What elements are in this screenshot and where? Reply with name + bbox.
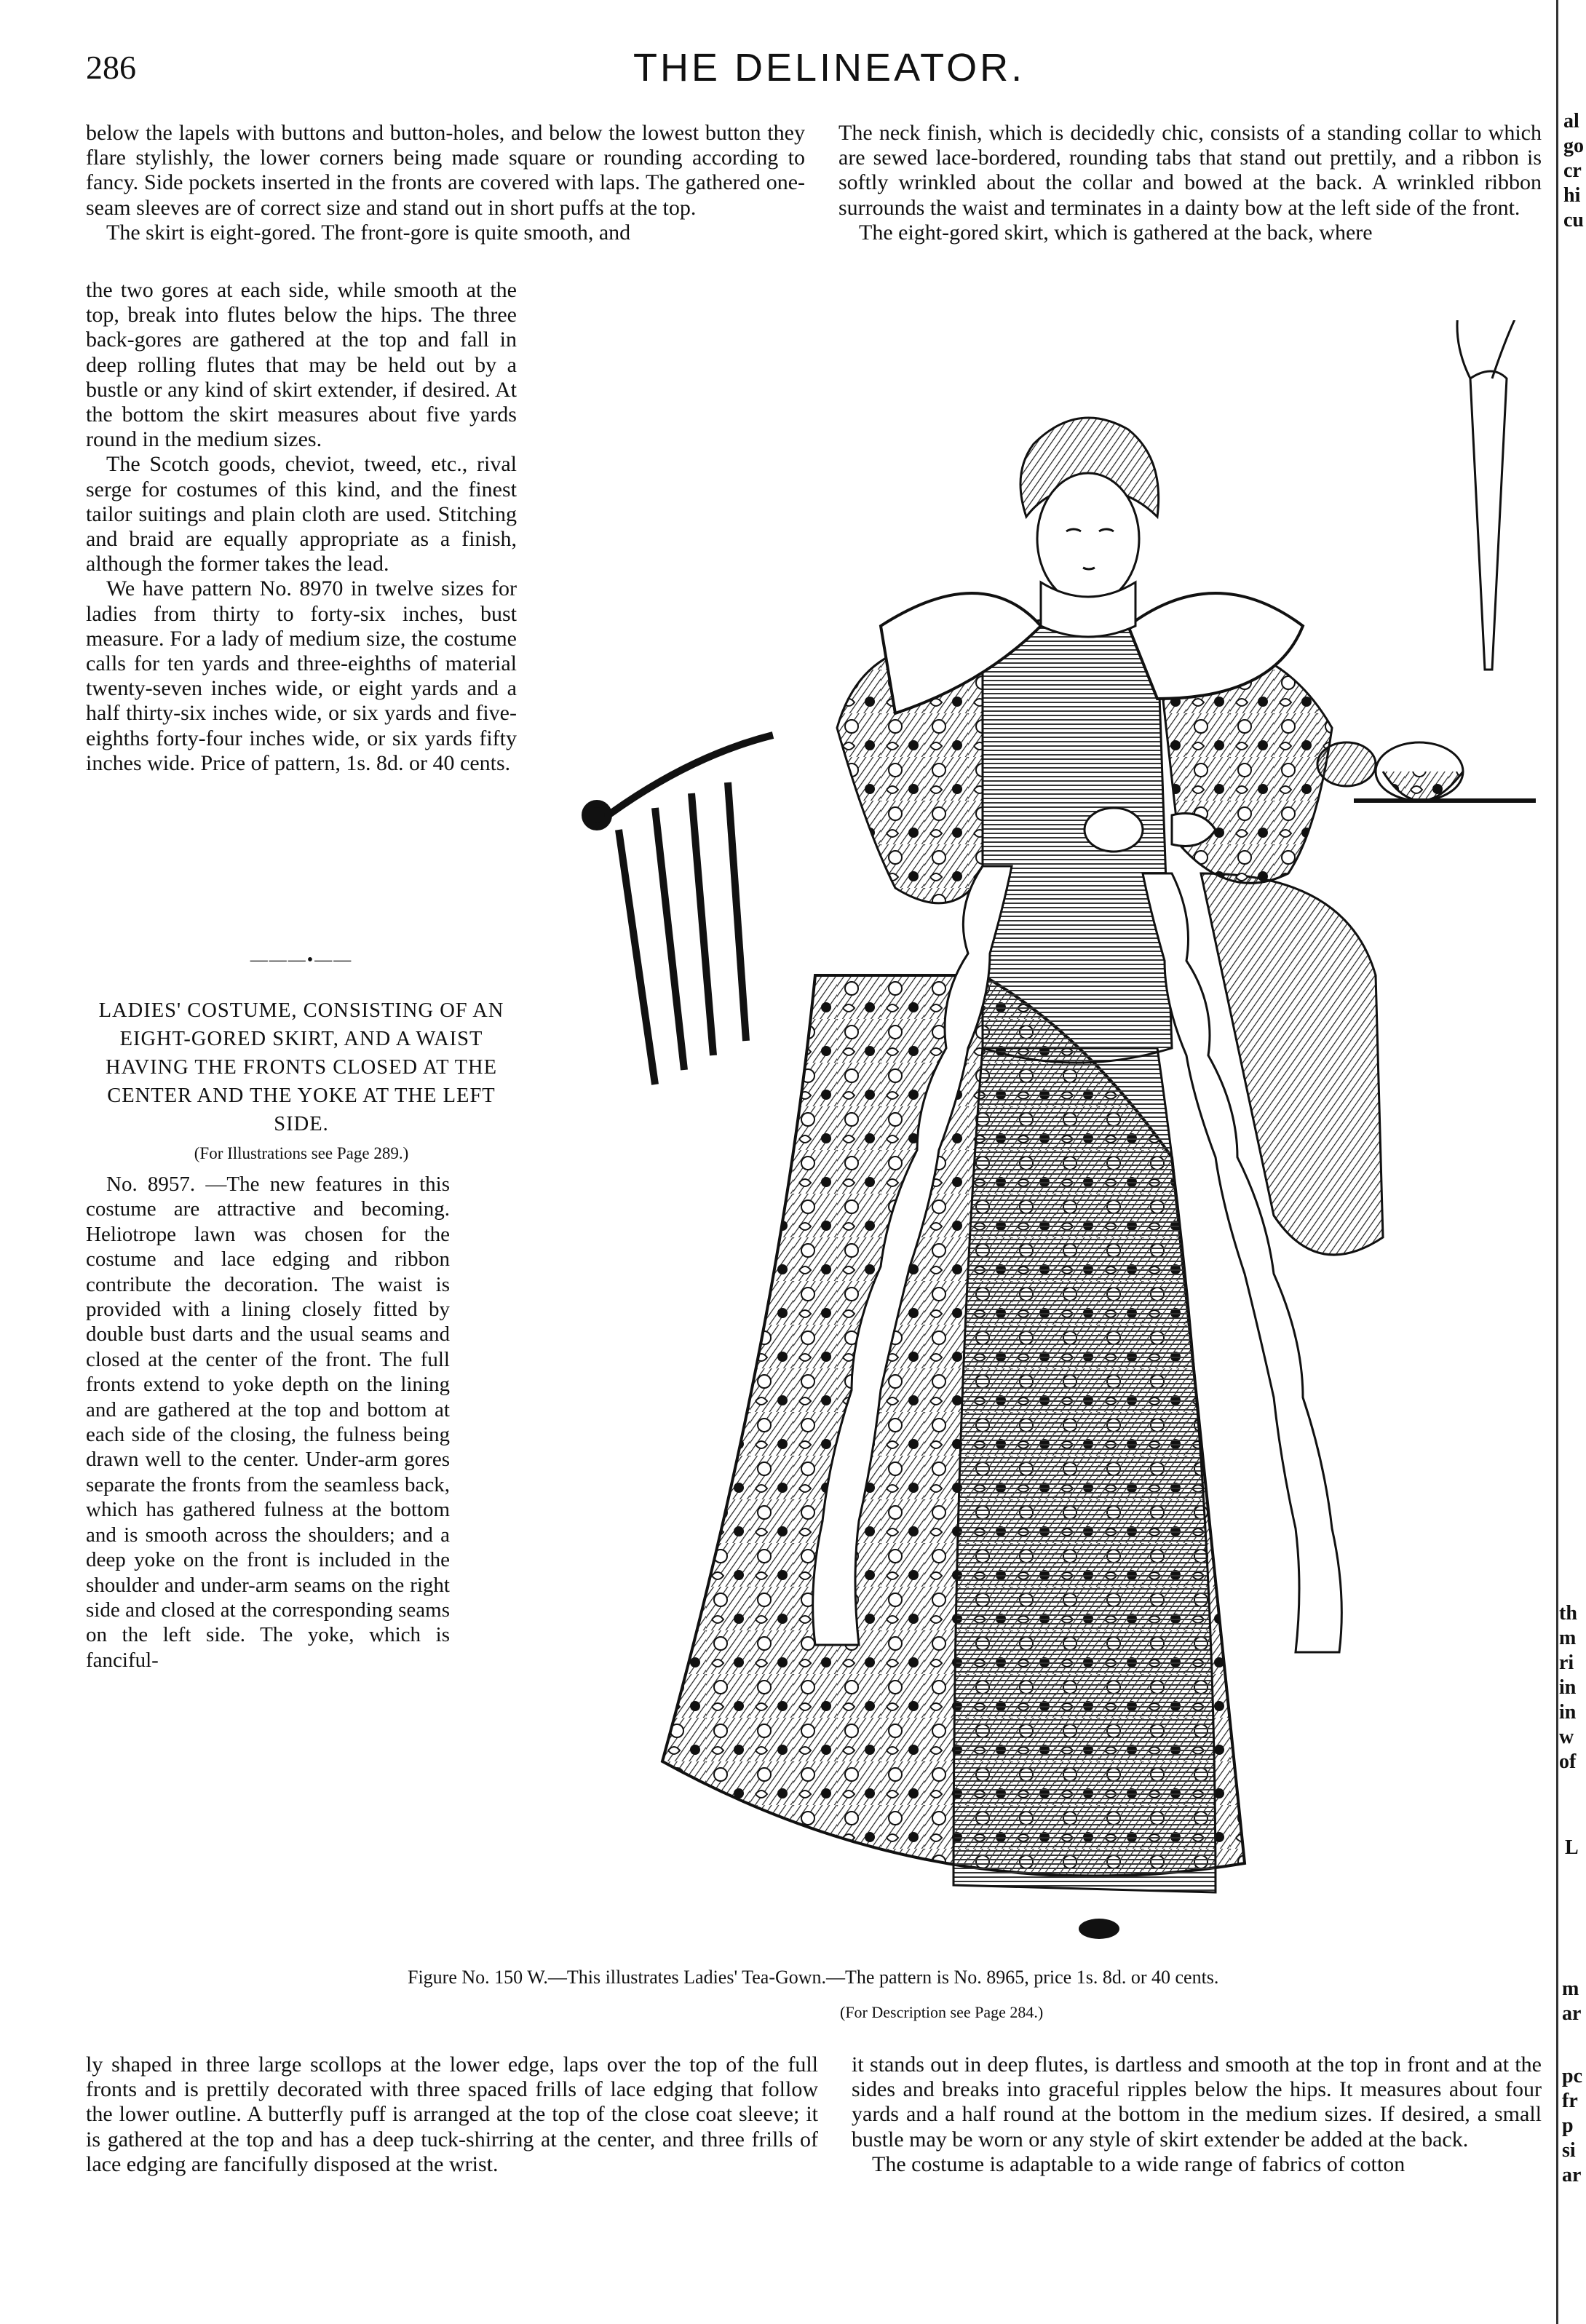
page-gutter-line xyxy=(1556,0,1558,2324)
paragraph: The neck finish, which is decidedly chic, consists of a standing collar to which are sewed lace-bordered, rounding tabs that stand out prettily, and a ribbon is softly wrinkled about the collar and bowed at the back. A wrinkled ribbon surrounds the waist and terminates in a dainty bow at the left side of the front. xyxy=(838,121,1542,220)
bottom-right-text xyxy=(852,2053,1542,2198)
edge-text: m xyxy=(1559,1627,1577,1649)
face xyxy=(1037,473,1139,604)
right-column-top xyxy=(838,121,1542,274)
paragraph: ly shaped in three large scollops at the lower edge, laps over the top of the full fronts and is prettily decorated with three spaced frills of lace edging that follow the lower outline. A butterfly puff is arranged at the top of the close coat sleeve; it is gathered at the top and has a deep tuck-shirring at the center, and three frills of lace edging are fancifully disposed at the wrist. xyxy=(86,2053,818,2176)
paragraph: The costume is adaptable to a wide range of fabrics of cotton xyxy=(872,2152,1405,2176)
edge-text: cu xyxy=(1563,209,1584,231)
edge-fragment-top xyxy=(1563,109,1584,233)
edge-text: pc xyxy=(1562,2065,1582,2087)
edge-text: ri xyxy=(1559,1651,1574,1674)
paragraph: it stands out in deep flutes, is dartless and smooth at the top in front and at the sides and breaks into graceful ripples below the hips. It measures about four yards and a half round at the bottom in the medium sizes. If desired, a small bustle may be worn or any style of skirt extender be added at the back. xyxy=(852,2053,1542,2152)
vase-with-flowers xyxy=(1427,320,1521,670)
bodice xyxy=(983,619,1172,1063)
edge-text: fr xyxy=(1562,2090,1578,2112)
section-divider: ———•—— xyxy=(250,951,353,969)
see-illustrations-note: (For Illustrations see Page 289.) xyxy=(194,1144,409,1162)
edge-fragment-lower1 xyxy=(1565,1836,1579,1860)
figure-caption: Figure No. 150 W.—This illustrates Ladies' Tea-Gown.—The pattern is No. 8965, price 1s. 8d. or 40 cents. xyxy=(408,1967,1219,1988)
page-number: 286 xyxy=(86,49,136,86)
edge-text: w xyxy=(1559,1726,1574,1748)
edge-text: al xyxy=(1563,110,1579,132)
edge-text: th xyxy=(1559,1602,1577,1625)
edge-text: hi xyxy=(1563,184,1581,207)
paragraph: We have pattern No. 8970 in twelve sizes for ladies from thirty to forty-six inches, bust measure. For a lady of medium size, the costume calls for ten yards and three-eighths of material twenty-seven inches wide, or eight yards and a half thirty-six inches wide, or six yards and five-eighths forty-four inches wide, or six yards fifty inches wide. Price of pattern, 1s. 8d. or 40 cents. xyxy=(86,576,517,775)
edge-fragment-bottom xyxy=(1562,2064,1582,2188)
bottom-left-text xyxy=(86,2053,818,2198)
figure-subcaption: (For Description see Page 284.) xyxy=(840,2003,1044,2021)
section-heading-block xyxy=(86,937,517,1163)
left-column-top xyxy=(86,121,805,259)
paragraph: The Scotch goods, cheviot, tweed, etc., rival serge for costumes of this kind, and the finest tailor suitings and plain cloth are used. Stitching and braid are equally appropriate as a finish, although the former takes the lead. xyxy=(86,452,517,576)
edge-text: ar xyxy=(1562,2164,1582,2186)
edge-text: in xyxy=(1559,1701,1577,1724)
running-head: THE DELINEATOR. xyxy=(633,46,1026,90)
edge-text: go xyxy=(1563,135,1584,157)
chair xyxy=(585,735,773,1084)
section-heading: LADIES' COSTUME, CONSISTING OF AN EIGHT-GORED SKIRT, AND A WAIST HAVING THE FRONTS CLOSED AT THE CENTER AND THE YOKE AT THE LEFT SIDE. xyxy=(98,999,504,1135)
left-column-narrow xyxy=(86,278,517,955)
fashion-illustration xyxy=(575,320,1543,1951)
tea-set xyxy=(1317,742,1536,801)
paragraph: below the lapels with buttons and button-holes, and below the lowest button they flare stylishly, the lower corners being made square or rounding according to fancy. Side pockets inserted in the fronts are covered with laps. The gathered one-seam sleeves are of correct size and stand out in short puffs at the top. xyxy=(86,121,805,220)
front-panel xyxy=(953,1048,1216,1892)
edge-text: L xyxy=(1565,1836,1579,1859)
edge-text: of xyxy=(1559,1750,1577,1773)
paragraph: The skirt is eight-gored. The front-gore is quite smooth, and xyxy=(106,220,631,245)
paragraph: The eight-gored skirt, which is gathered at the back, where xyxy=(859,220,1373,245)
paragraph: the two gores at each side, while smooth at the top, break into flutes below the hips. The three back-gores are gathered at the top and fall in deep rolling flutes that may be held out by a bustle or any kind of skirt extender, if desired. At the bottom the skirt measures about five yards round in the medium sizes. xyxy=(86,278,517,452)
edge-fragment-lower2 xyxy=(1562,1977,1581,2026)
edge-fragment-mid xyxy=(1559,1601,1577,1774)
paragraph: No. 8957. —The new features in this costume are attractive and becoming. Heliotrope lawn was chosen for the costume and lace edging and ribbon contribute the decoration. The waist is provided with a lining closely fitted by double bust darts and the usual seams and closed at the center of the front. The full fronts extend to yoke depth on the lining and are gathered at the top and bottom at each side of the closing, the fulness being drawn well to the center. Under-arm gores separate the fronts from the seamless back, which has gathered fulness at the bottom and is smooth across the shoulders; and a deep yoke on the front is included in the shoulder and under-arm seams on the right side and closed at the corresponding seams on the left side. The yoke, which is fanciful- xyxy=(86,1173,450,1672)
edge-text: m xyxy=(1562,1978,1579,2000)
edge-text: cr xyxy=(1563,159,1582,182)
edge-text: in xyxy=(1559,1676,1577,1699)
article-body xyxy=(86,1172,450,2053)
edge-text: ar xyxy=(1562,2002,1582,2025)
edge-text: si xyxy=(1562,2139,1576,2162)
edge-text: p xyxy=(1562,2114,1574,2137)
